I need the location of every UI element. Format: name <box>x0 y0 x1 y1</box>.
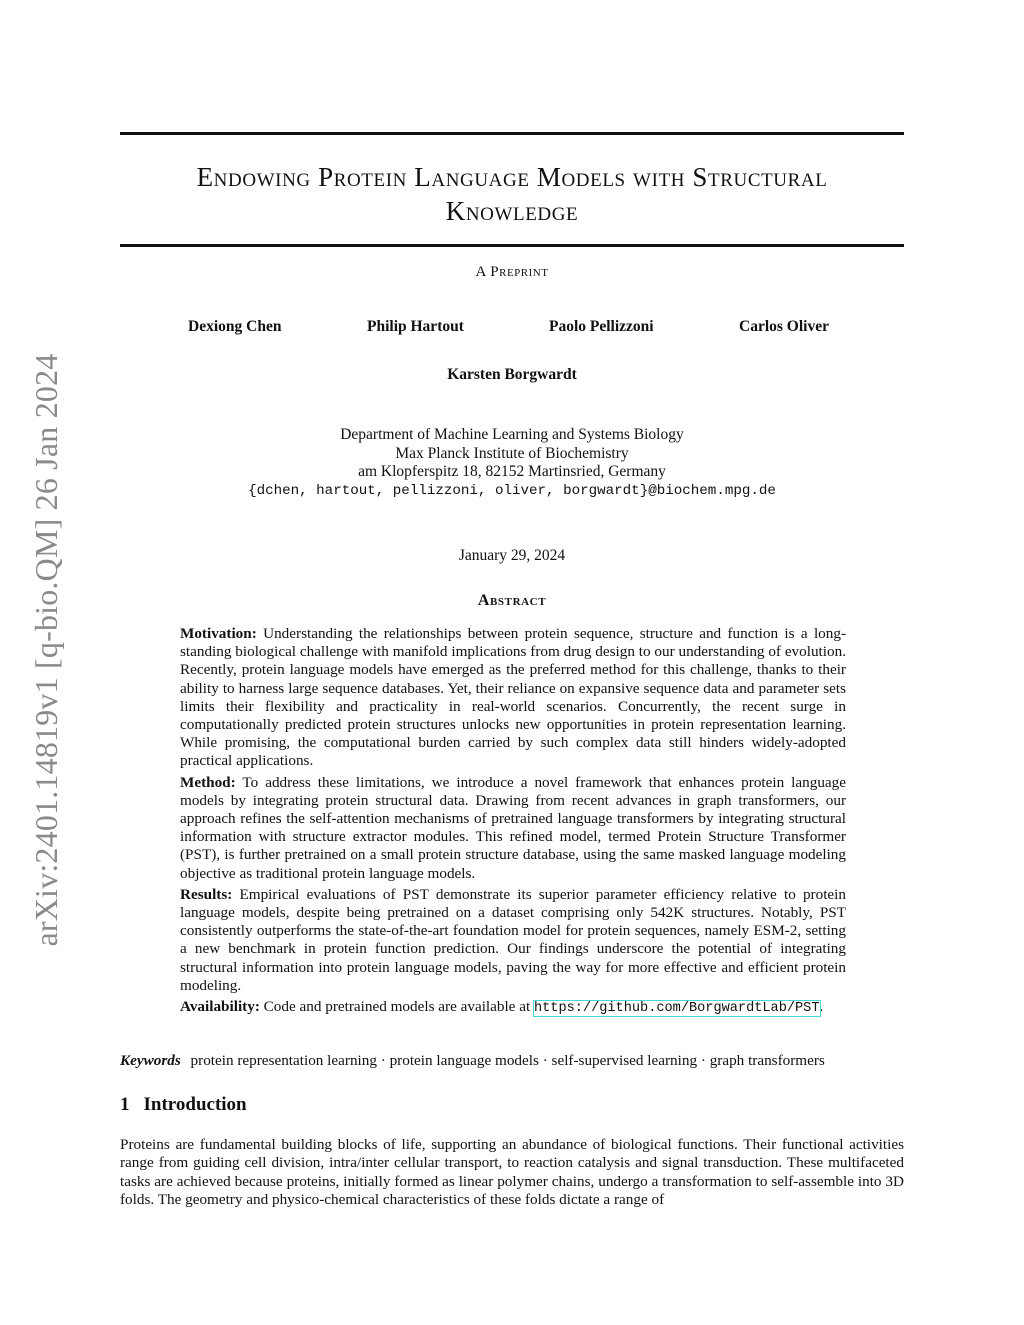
author-4: Carlos Oliver <box>739 318 829 335</box>
author-3: Paolo Pellizzoni <box>549 318 654 335</box>
abstract-method <box>180 774 846 883</box>
arxiv-side-stamp: arXiv:2401.14819v1 [q-bio.QM] 26 Jan 2024 <box>28 353 64 947</box>
paper-date: January 29, 2024 <box>458 547 566 564</box>
section-title: Introduction <box>143 1094 247 1115</box>
title-bottom-rule <box>120 244 904 247</box>
paper-title-line-2: Knowledge <box>445 196 579 226</box>
affiliation-emails: {dchen, hartout, pellizzoni, oliver, borgwardt}@biochem.mpg.de <box>248 482 776 499</box>
availability-label: Availability: <box>180 998 260 1016</box>
author-1: Dexiong Chen <box>188 318 282 335</box>
abstract-results <box>180 886 846 995</box>
github-link[interactable]: https://github.com/BorgwardtLab/PST <box>533 1001 820 1017</box>
title-top-rule <box>120 132 904 135</box>
affiliation-department: Department of Machine Learning and Systems Biology <box>340 426 684 443</box>
paper-title <box>120 160 904 228</box>
paper-title-line-1: Endowing Protein Language Models with Structural <box>196 162 828 192</box>
abstract-availability <box>180 998 846 1018</box>
availability-text: Code and pretrained models are available at <box>263 998 531 1016</box>
results-label: Results: <box>180 885 233 903</box>
keywords-label: Keywords <box>120 1052 181 1069</box>
abstract-heading: Abstract <box>477 592 547 609</box>
abstract-body <box>180 625 846 1021</box>
results-text: Empirical evaluations of PST demonstrate its superior parameter efficiency relative to protein language models, despite being pretrained on a dataset comprising only 542K structures. Notably, PST consistently outperforms the state-of-the-art foundation model for protein sequences, namely ESM-2, setting a new benchmark in protein function prediction. Our findings underscore the potential of integrating structural information into protein language models, paving the way for more effective and efficient protein modeling. <box>180 885 846 994</box>
introduction-paragraph: Proteins are fundamental building blocks of life, supporting an abundance of biological functions. Their functional activities range from guiding cell division, intra/inter cellular transport, to reaction catalysis and signal transduction. These multifaceted tasks are achieved because proteins, initially formed as linear polymer chains, undergo a transformation to self-assemble into 3D folds. The geometry and physico-chemical characteristics of these folds dictate a range of <box>120 1136 904 1208</box>
keywords-text: protein representation learning · protein language models · self-supervised learning · graph transformers <box>190 1052 825 1069</box>
section-number: 1 <box>120 1094 130 1115</box>
method-text: To address these limitations, we introduce a novel framework that enhances protein language models by integrating protein structural data. Drawing from recent advances in graph transformers, our approach refines the self-attention mechanisms of pretrained language transformers by integrating structural information with structure extractor modules. This refined model, termed Protein Structure Transformer (PST), is further pretrained on a small protein structure database, using the same masked language modeling objective as traditional protein language models. <box>180 773 846 882</box>
affiliation-address: am Klopferspitz 18, 82152 Martinsried, Germany <box>358 463 666 480</box>
affiliation-institute: Max Planck Institute of Biochemistry <box>395 444 629 462</box>
preprint-label: A Preprint <box>475 264 549 280</box>
author-2: Philip Hartout <box>367 318 464 335</box>
motivation-text: Understanding the relationships between protein sequence, structure and function is a long-standing biological challenge with manifold implications from drug design to our understanding of evolution. Recently, protein language models have emerged as the preferred method for this challenge, thanks to their ability to harness large sequence databases. Yet, their reliance on expansive sequence data and parameter sets limits their flexibility and practicality in real-world scenarios. Concurrently, the recent surge in computationally predicted protein structures unlocks new opportunities in protein representation learning. While promising, the computational burden carried by such complex data still hinders widely-adopted practical applications. <box>180 625 847 770</box>
availability-end: . <box>819 998 824 1016</box>
author-5: Karsten Borgwardt <box>447 366 577 383</box>
section-heading <box>120 1094 247 1116</box>
affiliation-block <box>120 426 904 500</box>
keywords-line <box>120 1052 920 1070</box>
method-label: Method: <box>180 773 236 791</box>
motivation-label: Motivation: <box>180 625 257 642</box>
abstract-motivation <box>180 625 846 771</box>
